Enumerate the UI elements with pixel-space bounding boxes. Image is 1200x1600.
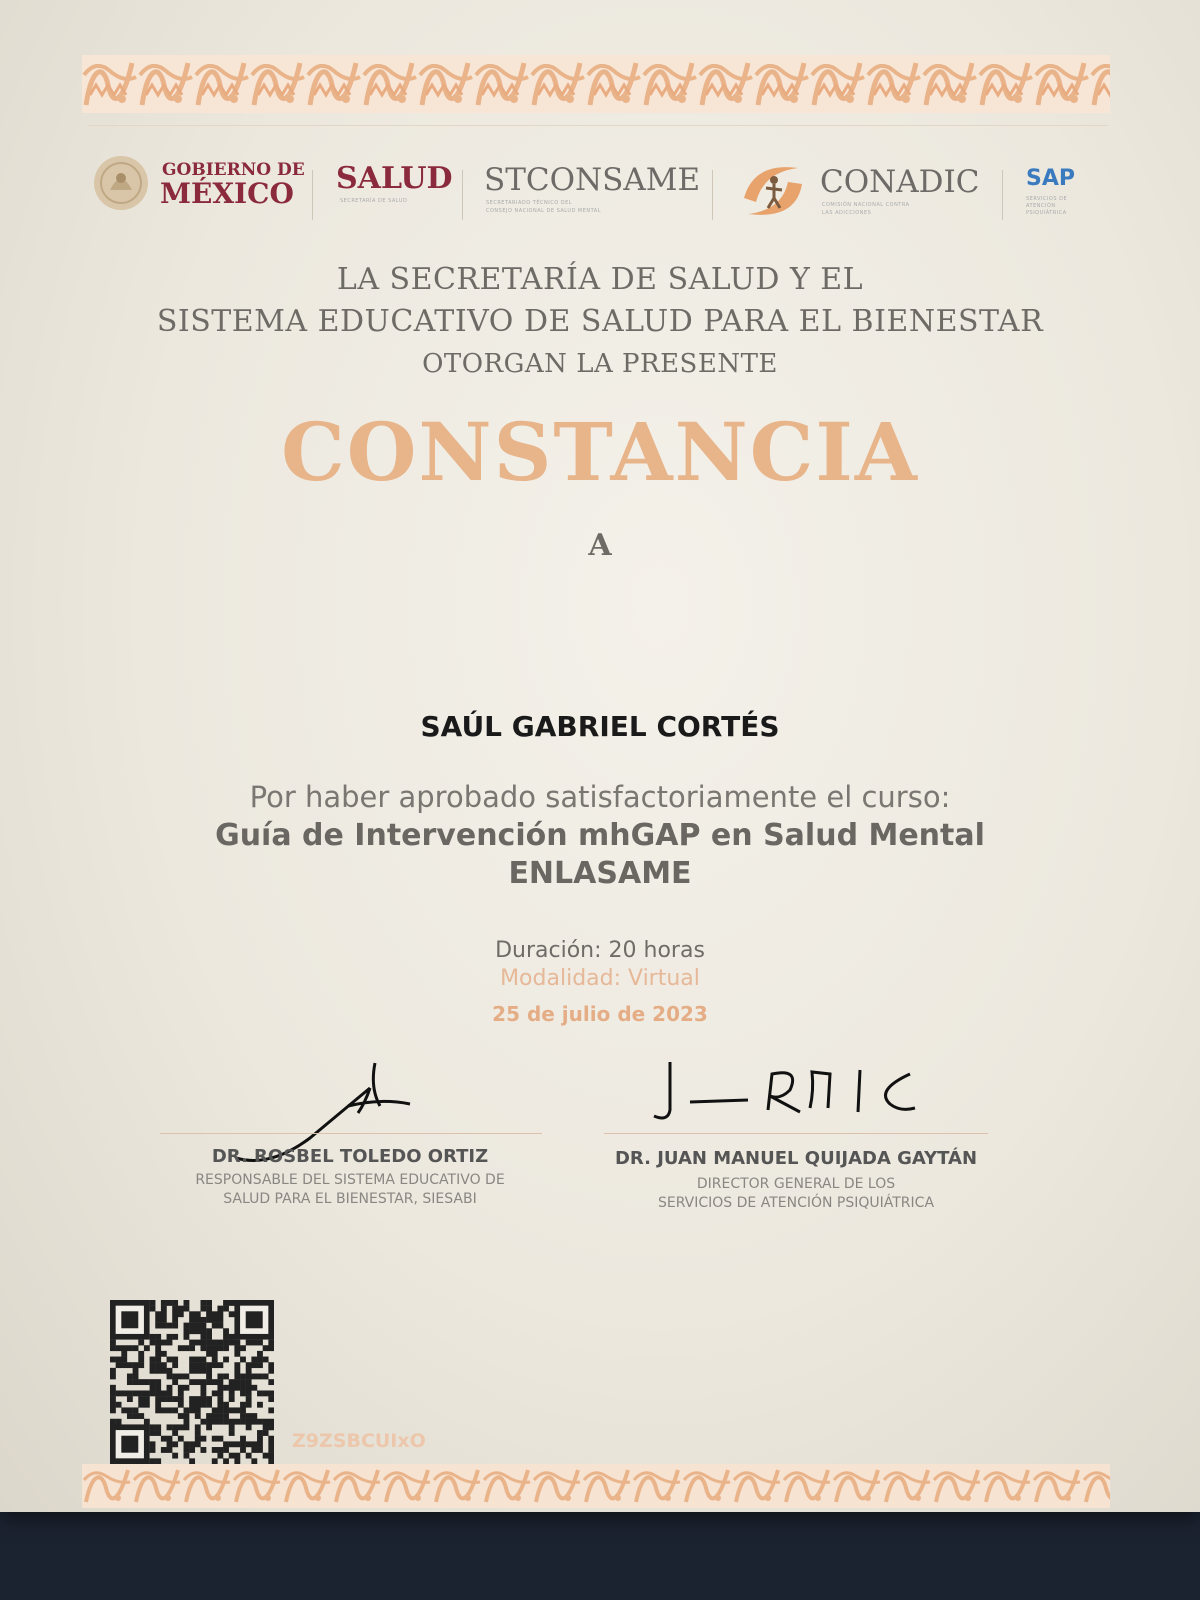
signatory-1-role-line-1: RESPONSABLE DEL SISTEMA EDUCATIVO DE <box>195 1172 505 1188</box>
signatory-1-role-line-2: SALUD PARA EL BIENESTAR, SIESABI <box>223 1191 477 1207</box>
course-name-line-1: Guía de Intervención mhGAP en Salud Mental <box>215 818 985 853</box>
stconsame-logo: STCONSAME <box>484 162 701 198</box>
header-line-3: OTORGAN LA PRESENTE <box>422 349 778 379</box>
signatory-2-role-line-2: SERVICIOS DE ATENCIÓN PSIQUIÁTRICA <box>657 1195 935 1211</box>
intro-text: Por haber aprobado satisfactoriamente el curso: <box>249 780 951 814</box>
gobierno-line2: MÉXICO <box>160 177 294 210</box>
header-line-1: LA SECRETARÍA DE SALUD Y EL <box>336 262 864 297</box>
sap-subtitle-3: PSIQUIÁTRICA <box>1026 210 1067 216</box>
salud-logo: SALUD <box>336 161 453 196</box>
signatory-1-name: DR. ROSBEL TOLEDO ORTIZ <box>211 1146 489 1167</box>
conadic-subtitle-1: COMISIÓN NACIONAL CONTRA <box>822 202 910 208</box>
sap-subtitle-2: ATENCIÓN <box>1026 203 1056 209</box>
conadic-subtitle-2: LAS ADICCIONES <box>822 210 872 216</box>
top-ornament-band <box>82 55 1110 113</box>
signature-quijada <box>650 1060 940 1134</box>
institution-logos <box>90 150 1110 230</box>
logo-separator <box>312 170 313 220</box>
course-name-line-2: ENLASAME <box>508 856 692 891</box>
sap-logo: SAP <box>1026 166 1075 191</box>
signature-line-left <box>160 1133 542 1134</box>
bottom-ornament-band <box>82 1464 1110 1508</box>
header-line-2: SISTEMA EDUCATIVO DE SALUD PARA EL BIENESTAR <box>156 304 1044 339</box>
stconsame-subtitle-1: SECRETARIADO TÉCNICO DEL <box>486 200 573 206</box>
logo-separator <box>712 170 713 220</box>
conadic-emblem-icon <box>734 158 812 228</box>
qr-code[interactable] <box>110 1300 274 1464</box>
gobierno-line1: GOBIERNO DE <box>162 160 305 180</box>
mexico-coat-of-arms-icon <box>92 154 150 216</box>
signature-line-right <box>604 1133 988 1134</box>
duration-text: Duración: 20 horas <box>495 938 705 963</box>
salud-subtitle: SECRETARÍA DE SALUD <box>340 198 408 204</box>
signatory-2-role-line-1: DIRECTOR GENERAL DE LOS <box>696 1176 896 1192</box>
sap-subtitle-1: SERVICIOS DE <box>1026 196 1068 202</box>
logo-separator <box>462 170 463 220</box>
top-divider <box>88 125 1108 126</box>
verification-code: Z9ZSBCUIxO <box>292 1430 426 1452</box>
signatory-2-name: DR. JUAN MANUEL QUIJADA GAYTÁN <box>614 1148 978 1169</box>
logo-separator <box>1002 170 1003 220</box>
recipient-name: SAÚL GABRIEL CORTÉS <box>420 710 780 743</box>
certificate-title: CONSTANCIA <box>281 405 919 499</box>
modality-text: Modalidad: Virtual <box>500 966 700 991</box>
to-letter: A <box>588 528 612 563</box>
date-text: 25 de julio de 2023 <box>492 1002 708 1026</box>
conadic-logo: CONADIC <box>820 164 980 200</box>
stconsame-subtitle-2: CONSEJO NACIONAL DE SALUD MENTAL <box>486 208 602 214</box>
